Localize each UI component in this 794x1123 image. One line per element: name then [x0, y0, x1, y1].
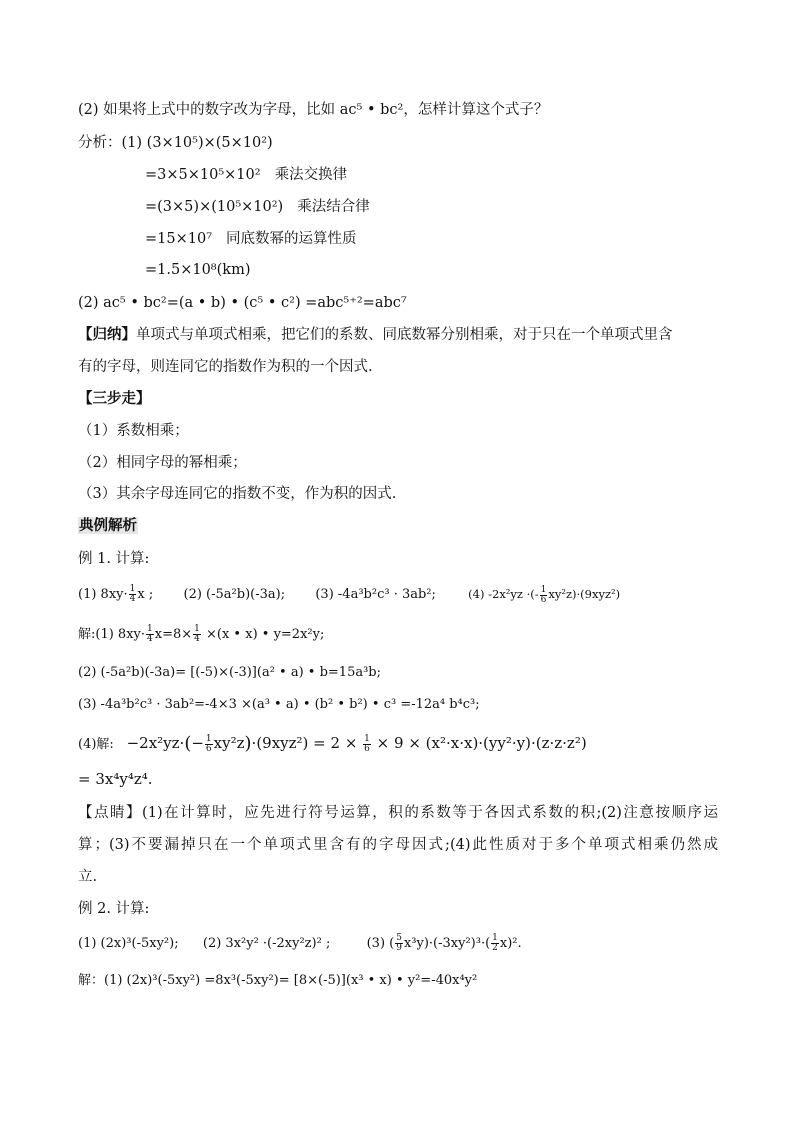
step-note: 乘法结合律	[297, 199, 370, 215]
analysis-label: 分析：(1)	[78, 135, 147, 151]
fraction-one-quarter: $\frac{1}{4}$	[194, 624, 200, 644]
ex2-problems	[78, 934, 522, 954]
step-expr: =3×5×10⁵×10²	[145, 167, 261, 183]
tips-line-3: 立.	[78, 869, 98, 885]
analysis-step-3	[145, 229, 357, 249]
analysis-step-4	[145, 260, 250, 280]
ex2-title: 例 2. 计算:	[78, 901, 150, 917]
analysis-step-2	[145, 197, 370, 217]
ex1-p3: (3) -4a³b²c³ · 3ab²;	[315, 587, 436, 602]
summary-tag: 【归纳】	[78, 326, 136, 343]
fraction-one-quarter: $\frac{1}{4}$	[147, 624, 153, 644]
ex1-p1-tail: x ;	[137, 587, 154, 602]
summary-text: 单项式与单项式相乘，把它们的系数、同底数幂分别相乘，对于只在一个单项式里含	[136, 327, 673, 343]
fraction-one-sixth: $\frac{1}{6}$	[205, 733, 212, 754]
three-steps-item-1: （1）系数相乘；	[78, 423, 189, 439]
ex1-problems	[78, 584, 620, 605]
ex2-p3: (3) ( $\frac{5}{9}$ x³y)·(-3xy²)³·( $\frac{1}{2}$ x)².	[366, 933, 522, 953]
three-steps-item-2: （2）相同字母的幂相乘；	[78, 455, 247, 471]
ex2-solution-1: 解：(1) (2x)³(-5xy²) =8x³(-5xy²)= [8×(-5)](x³ • x) • y²=-40x⁴y²	[78, 973, 478, 988]
ex1-solution-2: (2) (-5a²b)(-3a)= [(-5)×(-3)](a² • a) • b=15a³b;	[78, 665, 382, 680]
step-note: 乘法交换律	[274, 167, 348, 183]
ex2-p1: (1) (2x)³(-5xy²);	[78, 936, 179, 951]
step-expr: =15×10⁷	[145, 231, 213, 247]
ex1-solution-4: (4)解: −2x²yz·(− $\frac{1}{6}$ xy²z)·(9xyz²) = 2 × $\frac{1}{6}$ × 9 × (x²·x·x)·(yy²·y)·(z·z·z²)	[78, 733, 587, 754]
three-steps-item-3: （3）其余字母连同它的指数不变，作为积的因式.	[78, 486, 397, 502]
analysis-part-2: (2) ac⁵ • bc²=(a • b) • (c⁵ • c²) =abc⁵⁺²=abc⁷	[78, 295, 407, 311]
step-expr: =1.5×10⁸(km)	[145, 262, 251, 278]
ex1-p4: (4) -2x²yz ·(- $\frac{1}{6}$ xy²z)·(9xyz²)	[468, 584, 621, 605]
ex1-solution-4-result: = 3x⁴y⁴z⁴.	[78, 770, 153, 788]
tips-line-2: 算；(3)不要漏掉只在一个单项式里含有的字母因式;(4)此性质对于多个单项式相乘仍然成	[78, 837, 718, 853]
tips-line-1: 【点睛】(1)在计算时，应先进行符号运算，积的系数等于各因式系数的积;(2)注意按顺序运	[78, 805, 718, 821]
analysis-line	[78, 133, 273, 153]
fraction-one-half: $\frac{1}{2}$	[492, 933, 498, 953]
summary-line-2: 有的字母，则连同它的指数作为积的一个因式.	[78, 359, 373, 375]
fraction-one-quarter: $\frac{1}{4}$	[129, 584, 136, 604]
analysis-step-1	[145, 165, 347, 185]
ex1-solution-1: 解:(1) 8xy· $\frac{1}{4}$ x=8× $\frac{1}{4}$ ×(x • x) • y=2x²y;	[78, 624, 325, 644]
summary-line-1	[78, 325, 673, 345]
examples-heading-text: 典例解析	[79, 517, 137, 534]
fraction-five-ninths: $\frac{5}{9}$	[396, 933, 402, 953]
ex1-solution-3: (3) -4a³b²c³ · 3ab²=-4×3 ×(a³ • a) • (b² • b²) • c³ =-12a⁴ b⁴c³;	[78, 697, 480, 712]
examples-heading	[78, 516, 138, 536]
fraction-one-sixth: $\frac{1}{6}$	[364, 733, 370, 754]
ex1-p2: (2) (-5a²b)(-3a);	[183, 587, 286, 602]
analysis-first-expr: (3×10⁵)×(5×10²)	[146, 135, 273, 151]
question-2: (2) 如果将上式中的数字改为字母，比如 ac⁵ • bc²，怎样计算这个式子？	[78, 102, 549, 118]
three-steps-tag: 【三步走】	[78, 390, 151, 407]
ex1-title: 例 1. 计算:	[78, 551, 150, 567]
ex2-p2: (2) 3x²y² ·(-2xy²z)² ;	[202, 936, 331, 951]
step-expr: =(3×5)×(10⁵×10²)	[145, 199, 284, 215]
step-note: 同底数幂的运算性质	[226, 231, 357, 247]
ex1-p1: (1) 8xy·	[78, 587, 128, 602]
fraction-one-sixth: $\frac{1}{6}$	[540, 584, 547, 605]
